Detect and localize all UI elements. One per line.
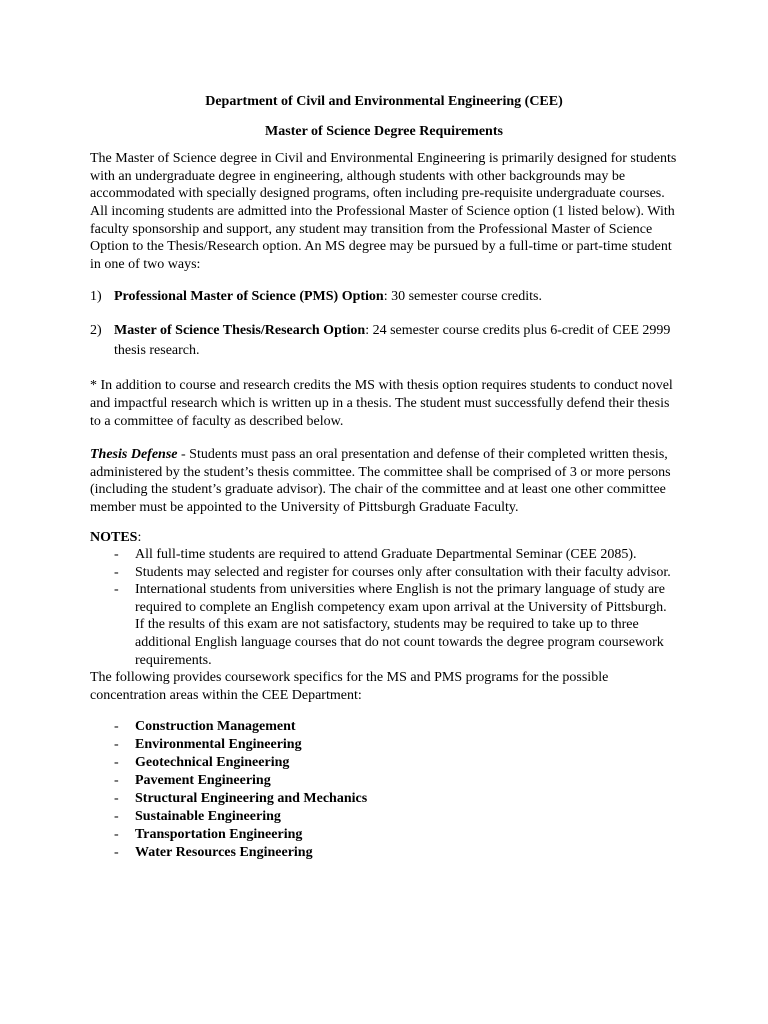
intro-paragraph: The Master of Science degree in Civil and Environmental Engineering is primarily designed for students with an undergraduate degree in engineering, although students with other backgrounds may be accommodated with specially designed programs, often including pre-requisite undergraduate courses. All incoming students are admitted into the Professional Master of Science option (1 listed below). With faculty sponsorship and support, any student may transition from the Professional Master of Science Option to the Thesis/Research option. An MS degree may be pursued by a full-time or part-time student in one of two ways: (90, 151, 677, 272)
concentration-label: Sustainable Engineering (135, 809, 281, 825)
thesis-defense-lead: Thesis Defense (90, 447, 178, 463)
concentration-label: Construction Management (135, 719, 296, 735)
dash-bullet: - (114, 809, 119, 825)
concentration-label: Water Resources Engineering (135, 845, 313, 861)
list-item (90, 718, 678, 736)
dash-bullet: - (114, 719, 119, 735)
note-text: Students may selected and register for courses only after consultation with their faculty advisor. (135, 564, 671, 580)
list-item (90, 736, 678, 754)
dash-bullet: - (114, 547, 119, 563)
concentrations-intro: The following provides coursework specifics for the MS and PMS programs for the possible concentration areas within the CEE Department: (90, 670, 609, 703)
dash-bullet: - (114, 845, 119, 861)
page-title: Master of Science Degree Requirements (265, 123, 503, 139)
concentrations-list (90, 718, 678, 862)
option-thesis (90, 321, 678, 361)
list-item (90, 772, 678, 790)
thesis-defense-paragraph (90, 446, 678, 516)
dash-bullet: - (114, 582, 119, 598)
option-detail: : 30 semester course credits. (383, 289, 542, 305)
thesis-defense-body: - Students must pass an oral presentation and defense of their completed written thesis, administered by the student’s thesis committee. The committee shall be comprised of 3 or more persons (including the student’s graduate advisor). The chair of the committee and at least one other committee member must be appointed to the University of Pittsburgh Graduate Faculty. (90, 447, 671, 515)
notes-heading-label: NOTES (90, 529, 138, 545)
dash-bullet: - (114, 737, 119, 753)
concentration-label: Transportation Engineering (135, 827, 303, 843)
list-item (90, 754, 678, 772)
option-name: Professional Master of Science (PMS) Option (114, 289, 384, 305)
dash-bullet: - (114, 755, 119, 771)
notes-list (90, 546, 678, 669)
option-number: 2) (90, 323, 102, 339)
option-detail: : 24 semester course credits plus 6-credit of CEE 2999 thesis research. (114, 323, 671, 359)
concentration-label: Geotechnical Engineering (135, 755, 290, 771)
option-number: 1) (90, 289, 102, 305)
list-item (90, 808, 678, 826)
list-item (90, 844, 678, 862)
list-item (90, 564, 678, 582)
notes-heading (90, 529, 678, 547)
option-name: Master of Science Thesis/Research Option (114, 323, 366, 339)
concentration-label: Environmental Engineering (135, 737, 302, 753)
list-item (90, 581, 678, 669)
list-item (90, 790, 678, 808)
dash-bullet: - (114, 827, 119, 843)
dash-bullet: - (114, 791, 119, 807)
list-item (90, 546, 678, 564)
dash-bullet: - (114, 564, 119, 580)
note-text: International students from universities where English is not the primary language of study are required to complete an English competency exam upon arrival at the University of Pittsburgh. If the results of this exam are not satisfactory, students may be required to take up to three additional English language courses that do not count towards the degree program coursework requirements. (135, 582, 667, 668)
option-pms (90, 287, 678, 307)
concentration-label: Structural Engineering and Mechanics (135, 791, 368, 807)
thesis-requirement-note: * In addition to course and research credits the MS with thesis option requires students to conduct novel and impactful research which is written up in a thesis. The student must successfully defend their thesis to a committee of faculty as described below. (90, 378, 673, 429)
concentration-label: Pavement Engineering (135, 773, 271, 789)
note-text: All full-time students are required to attend Graduate Departmental Seminar (CEE 2085). (135, 547, 637, 563)
notes-heading-colon: : (137, 529, 142, 545)
department-heading: Department of Civil and Environmental Engineering (CEE) (205, 94, 563, 109)
dash-bullet: - (114, 773, 119, 789)
list-item (90, 826, 678, 844)
